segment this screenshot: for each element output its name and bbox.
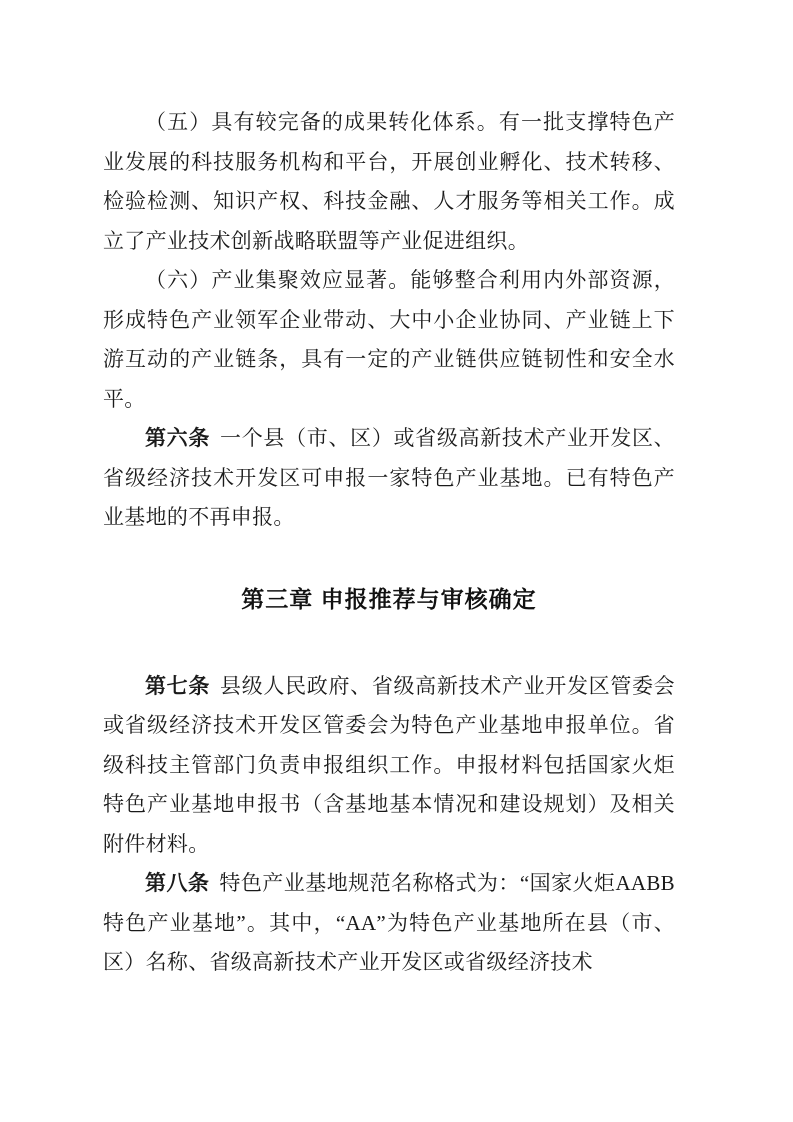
article-number: 第六条 [145,426,211,450]
paragraph-article-6 [103,419,675,538]
chapter-heading: 第三章 申报推荐与审核确定 [241,585,537,612]
article-number: 第八条 [145,871,210,895]
paragraph-text: 特色产业基地规范名称格式为：“国家火炬AABB 特色产业基地”。其中，“AA”为特色产业基地所在县（市、区）名称、省级高新技术产业开发区或省级经济技术 [103,871,675,974]
paragraph-article-8 [103,864,675,983]
paragraph-clause-6 [103,261,675,419]
paragraph-article-7 [103,667,675,865]
paragraph-text: （六）产业集聚效应显著。能够整合利用内外部资源，形成特色产业领军企业带动、大中小企业协同、产业链上下游互动的产业链条，具有一定的产业链供应链韧性和安全水平。 [103,268,675,411]
paragraph-text: 一个县（市、区）或省级高新技术产业开发区、省级经济技术开发区可申报一家特色产业基地。已有特色产业基地的不再申报。 [103,426,675,529]
paragraph-text: 县级人民政府、省级高新技术产业开发区管委会或省级经济技术开发区管委会为特色产业基地申报单位。省级科技主管部门负责申报组织工作。申报材料包括国家火炬特色产业基地申报书（含基地基本情况和建设规划）及相关附件材料。 [103,673,675,856]
document-body [103,103,675,983]
paragraph-clause-5 [103,103,675,261]
paragraph-text: （五）具有较完备的成果转化体系。有一批支撑特色产业发展的科技服务机构和平台，开展创业孵化、技术转移、检验检测、知识产权、科技金融、人才服务等相关工作。成立了产业技术创新战略联盟等产业促进组织。 [103,110,675,253]
article-number: 第七条 [145,673,211,698]
